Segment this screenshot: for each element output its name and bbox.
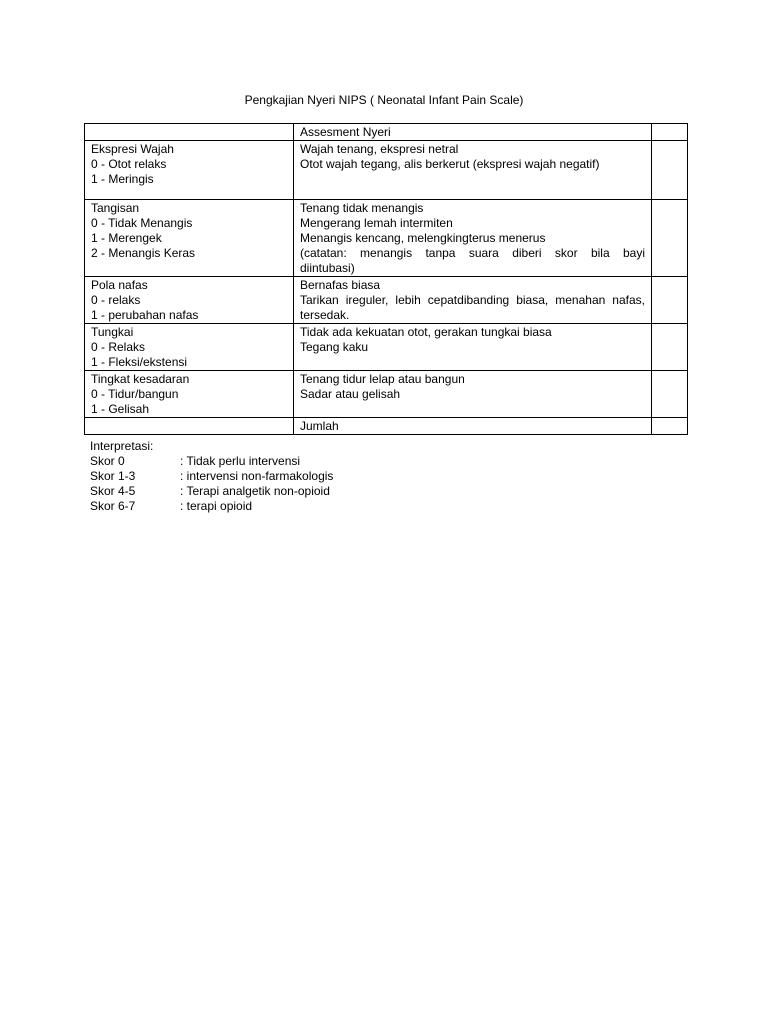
interpretation-item xyxy=(90,454,333,469)
category-cell xyxy=(85,371,294,418)
score-description: : intervensi non-farmakologis xyxy=(180,469,334,483)
assessment-line: Tidak ada kekuatan otot, gerakan tungkai biasa xyxy=(300,325,552,339)
assessment-line: Tenang tidak menangis xyxy=(300,201,424,215)
category-option: 2 - Menangis Keras xyxy=(91,246,196,260)
category-option: 0 - Tidak Menangis xyxy=(91,216,193,230)
category-option: 1 - perubahan nafas xyxy=(91,308,199,322)
category-cell xyxy=(85,324,294,371)
table-header-row xyxy=(85,124,688,141)
interpretation xyxy=(90,439,333,514)
category-title: Tungkai xyxy=(91,325,134,339)
header-label: Assesment Nyeri xyxy=(300,125,391,139)
category-option: 1 - Fleksi/ekstensi xyxy=(91,355,188,369)
assessment-line: tersedak. xyxy=(300,308,350,322)
category-option: 0 - relaks xyxy=(91,293,141,307)
total-score-cell xyxy=(652,418,688,435)
total-label: Jumlah xyxy=(300,419,339,433)
interpretation-heading: Interpretasi: xyxy=(90,439,154,453)
table-row xyxy=(85,200,688,277)
header-empty-cell xyxy=(85,124,294,141)
assessment-line: Tenang tidur lelap atau bangun xyxy=(300,372,465,386)
interpretation-item xyxy=(90,469,333,484)
category-option: 0 - Relaks xyxy=(91,340,146,354)
category-option: 0 - Tidur/bangun xyxy=(91,387,179,401)
score-range: Skor 1-3 xyxy=(90,469,136,483)
score-cell xyxy=(652,141,688,200)
assessment-cell xyxy=(294,141,652,200)
nips-table xyxy=(84,123,688,435)
assessment-cell xyxy=(294,200,652,277)
table-row xyxy=(85,141,688,200)
category-title: Pola nafas xyxy=(91,278,148,292)
assessment-line: Otot wajah tegang, alis berkerut (ekspresi wajah negatif) xyxy=(300,157,600,171)
category-title: Tangisan xyxy=(91,201,140,215)
interpretation-item xyxy=(90,484,333,499)
assessment-line: Tarikan ireguler, lebih cepatdibanding biasa, menahan nafas, xyxy=(300,293,645,307)
score-cell xyxy=(652,324,688,371)
category-cell xyxy=(85,200,294,277)
score-cell xyxy=(652,371,688,418)
table-row xyxy=(85,371,688,418)
score-cell xyxy=(652,124,688,141)
assessment-line: Wajah tenang, ekspresi netral xyxy=(300,142,459,156)
category-title: Ekspresi Wajah xyxy=(91,142,174,156)
category-option: 0 - Otot relaks xyxy=(91,157,167,171)
score-description: : Terapi analgetik non-opioid xyxy=(180,484,330,498)
score-description: : terapi opioid xyxy=(180,499,253,513)
category-cell xyxy=(85,141,294,200)
page-title: Pengkajian Nyeri NIPS ( Neonatal Infant Pain Scale) xyxy=(244,93,524,107)
table-footer-row xyxy=(85,418,688,435)
category-option: 1 - Gelisah xyxy=(91,402,150,416)
footer-empty-cell xyxy=(85,418,294,435)
category-option: 1 - Merengek xyxy=(91,231,162,245)
assessment-line: diintubasi) xyxy=(300,261,355,275)
interpretation-item xyxy=(90,499,333,514)
score-cell xyxy=(652,200,688,277)
score-range: Skor 6-7 xyxy=(90,499,136,513)
category-cell xyxy=(85,277,294,324)
assessment-cell xyxy=(294,324,652,371)
score-description: : Tidak perlu intervensi xyxy=(180,454,301,468)
assessment-line: Menangis kencang, melengkingterus menerus xyxy=(300,231,546,245)
footer-cell xyxy=(294,418,652,435)
assessment-cell xyxy=(294,277,652,324)
assessment-line: Sadar atau gelisah xyxy=(300,387,401,401)
category-title: Tingkat kesadaran xyxy=(91,372,190,386)
assessment-line: Mengerang lemah intermiten xyxy=(300,216,453,230)
assessment-line: Bernafas biasa xyxy=(300,278,381,292)
category-option: 1 - Meringis xyxy=(91,172,154,186)
table-row xyxy=(85,324,688,371)
assessment-line: Tegang kaku xyxy=(300,340,369,354)
table-row xyxy=(85,277,688,324)
assessment-cell xyxy=(294,371,652,418)
score-cell xyxy=(652,277,688,324)
score-range: Skor 4-5 xyxy=(90,484,136,498)
header-cell xyxy=(294,124,652,141)
score-range: Skor 0 xyxy=(90,454,125,468)
assessment-line: (catatan: menangis tanpa suara diberi skor bila bayi xyxy=(300,246,645,260)
